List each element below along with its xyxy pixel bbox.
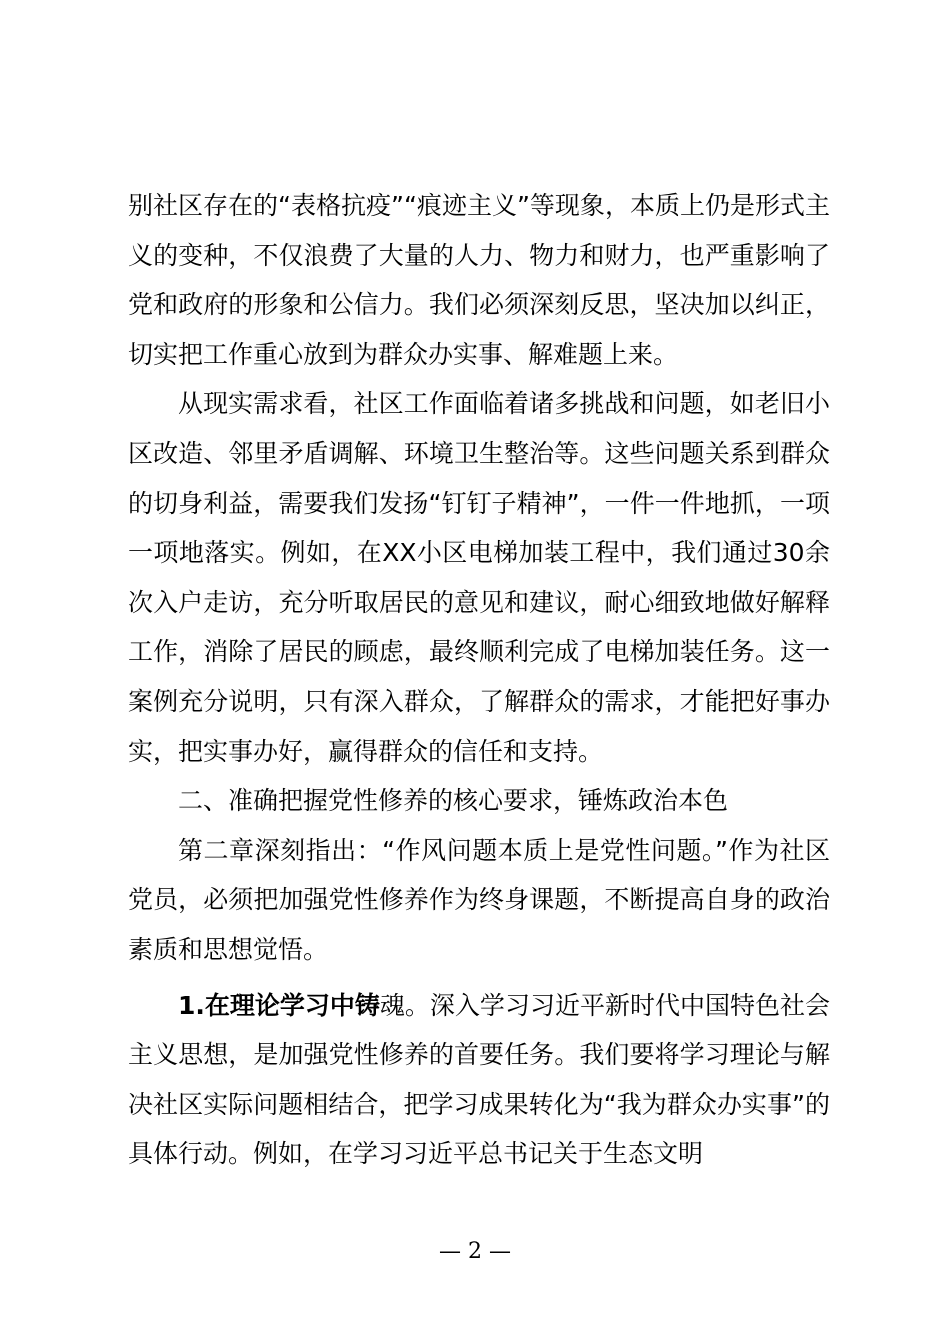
paragraph-theory-study-text: 魂。深入学习习近平新时代中国特色社会主义思想，是加强党性修养的首要任务。我们要将学习理论与解决社区实际问题相结合，把学习成果转化为“我为群众办实事”的具体行动。例如，在学习习近平总书记关于生态文明 (128, 990, 830, 1169)
page-number: — 2 — (439, 1239, 511, 1264)
paragraph-party-spirit: 第二章深刻指出：“作风问题本质上是党性问题。”作为社区党员，必须把加强党性修养作为终身课题，不断提高自身的政治素质和思想觉悟。 (128, 835, 830, 964)
paragraph-practical-needs: 从现实需求看，社区工作面临着诸多挑战和问题，如老旧小区改造、邻里矛盾调解、环境卫生整治等。这些问题关系到群众的切身利益，需要我们发扬“钉钉子精神”，一件一件地抓，一项一项地落实。例如，在XX小区电梯加装工程中，我们通过30余次入户走访，充分听取居民的意见和建议，耐心细致地做好解释工作，消除了居民的顾虑，最终顺利完成了电梯加装任务。这一案例充分说明，只有深入群众，了解群众的需求，才能把好事办实，把实事办好，赢得群众的信任和支持。 (128, 389, 830, 766)
document-body (128, 181, 830, 1179)
paragraph-continuation: 别社区存在的“表格抗疫”“痕迹主义”等现象，本质上仍是形式主义的变种，不仅浪费了大量的人力、物力和财力，也严重影响了党和政府的形象和公信力。我们必须深刻反思，坚决加以纠正，切实把工作重心放到为群众办实事、解难题上来。 (128, 191, 830, 369)
paragraph-theory-study (128, 981, 830, 1179)
section-heading: 二、准确把握党性修养的核心要求，锤炼政治本色 (178, 786, 729, 816)
numbered-lead: 1.在理论学习中铸 (178, 990, 380, 1020)
